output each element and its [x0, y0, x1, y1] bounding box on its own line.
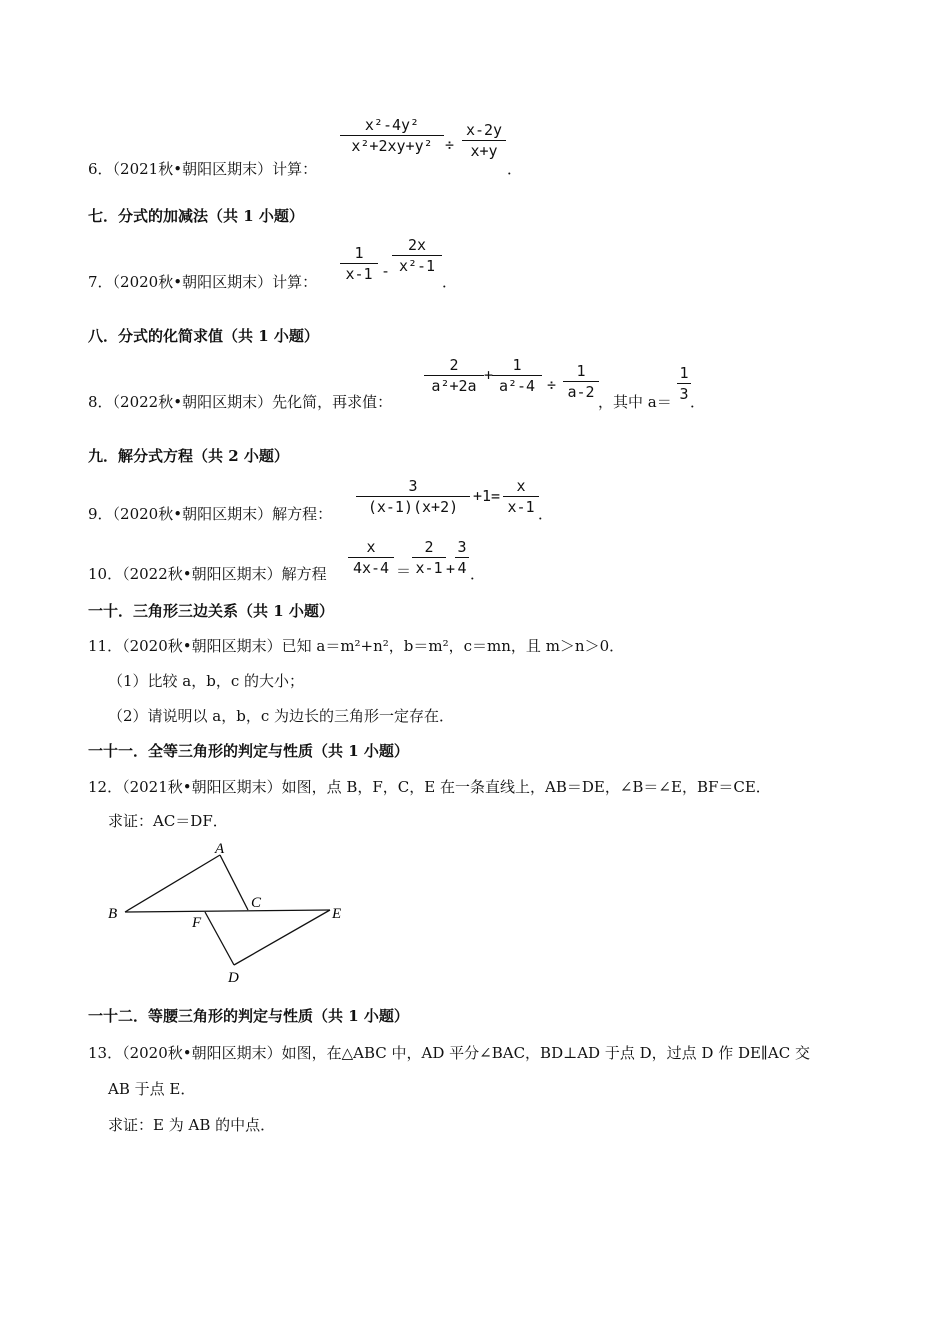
problem-6-prefix: 6．（2021秋•朝阳区期末）计算： — [88, 160, 318, 178]
fraction-numerator: 1 — [512, 356, 522, 374]
problem-11-statement: 11．（2020秋•朝阳区期末）已知 a＝m²+n²，b＝m²，c＝mn，且 m＞n＞0． — [88, 637, 625, 655]
problem-12-prove: 求证：AC＝DF． — [108, 812, 228, 830]
problem-10-prefix: 10．（2022秋•朝阳区期末）解方程 — [88, 565, 327, 583]
label-B: B — [108, 906, 118, 922]
segment-BE — [125, 910, 330, 912]
fraction-denominator: x+y — [470, 142, 498, 160]
fraction-numerator: 2 — [449, 356, 459, 374]
fraction-denominator: x-1 — [507, 498, 535, 516]
label-E: E — [332, 906, 342, 922]
fraction-denominator: x-1 — [345, 265, 373, 283]
problem-8-fraction-2 — [492, 356, 542, 395]
triangle-figure — [100, 835, 360, 990]
problem-6-fraction-1 — [340, 116, 444, 155]
problem-11-part-1: （1）比较 a，b，c 的大小； — [108, 672, 305, 690]
fraction-denominator: x²+2xy+y² — [351, 137, 433, 155]
segment-AB — [125, 855, 220, 912]
problem-9-fraction-2 — [503, 477, 539, 516]
fraction-denominator: (x-1)(x+2) — [367, 498, 459, 516]
section-12-heading: 一十二．等腰三角形的判定与性质（共 1 小题） — [88, 1007, 409, 1025]
problem-8-prefix: 8．（2022秋•朝阳区期末）先化简，再求值： — [88, 393, 393, 411]
problem-13-prove: 求证：E 为 AB 的中点． — [108, 1116, 276, 1134]
fraction-numerator: x — [516, 477, 526, 495]
fraction-numerator: 2 — [424, 538, 434, 556]
fraction-denominator: 4x-4 — [352, 559, 390, 577]
problem-8-operator-plus: + — [484, 366, 494, 384]
problem-10-fraction-3 — [455, 538, 469, 577]
problem-10-fraction-2 — [412, 538, 446, 577]
fraction-denominator: a²-4 — [498, 377, 536, 395]
fraction-numerator: 1 — [576, 362, 586, 380]
problem-7-fraction-2 — [392, 236, 442, 275]
problem-13-statement-cont: AB 于点 E． — [108, 1080, 196, 1098]
problem-7-prefix: 7．（2020秋•朝阳区期末）计算： — [88, 273, 318, 291]
problem-10-operator-equals: ＝ — [396, 562, 412, 580]
fraction-denominator: x-1 — [415, 559, 443, 577]
fraction-denominator: 3 — [679, 385, 689, 403]
label-A: A — [215, 841, 225, 857]
section-8-heading: 八．分式的化简求值（共 1 小题） — [88, 327, 319, 345]
problem-10-fraction-1 — [348, 538, 394, 577]
problem-8-fraction-1 — [424, 356, 484, 395]
section-11-heading: 一十一．全等三角形的判定与性质（共 1 小题） — [88, 742, 409, 760]
problem-7-fraction-1 — [340, 244, 378, 283]
problem-8-fraction-4 — [677, 364, 691, 403]
problem-9-operator: +1= — [473, 487, 501, 505]
fraction-denominator: a-2 — [567, 383, 595, 401]
problem-7-end: ． — [442, 273, 458, 291]
problem-9-prefix: 9．（2020秋•朝阳区期末）解方程： — [88, 505, 333, 523]
segment-AC — [220, 855, 248, 910]
fraction-numerator: 1 — [354, 244, 364, 262]
problem-12-statement: 12．（2021秋•朝阳区期末）如图，点 B，F，C，E 在一条直线上，AB＝DE，∠B＝∠E，BF＝CE． — [88, 778, 771, 796]
problem-7-operator: - — [381, 262, 391, 280]
label-C: C — [251, 895, 262, 911]
label-D: D — [228, 970, 239, 986]
problem-8-fraction-3 — [563, 362, 599, 401]
problem-8-operator-divide: ÷ — [547, 376, 557, 394]
problem-6-end: ． — [507, 160, 523, 178]
section-9-heading: 九．解分式方程（共 2 小题） — [88, 447, 289, 465]
problem-11-part-2: （2）请说明以 a，b，c 为边长的三角形一定存在． — [108, 707, 455, 725]
problem-8-mid: ，其中 a＝ — [598, 393, 672, 411]
problem-6-operator: ÷ — [445, 136, 455, 154]
fraction-numerator: 2x — [407, 236, 427, 254]
fraction-numerator: 3 — [457, 538, 467, 556]
fraction-denominator: a²+2a — [431, 377, 477, 395]
problem-6-fraction-2 — [462, 121, 506, 160]
fraction-numerator: x-2y — [465, 121, 503, 139]
section-10-heading: 一十．三角形三边关系（共 1 小题） — [88, 602, 334, 620]
problem-9-end: ． — [538, 505, 554, 523]
fraction-numerator: x²-4y² — [364, 116, 420, 134]
fraction-numerator: 1 — [679, 364, 689, 382]
section-7-heading: 七．分式的加减法（共 1 小题） — [88, 207, 304, 225]
fraction-denominator: x²-1 — [398, 257, 436, 275]
fraction-numerator: 3 — [408, 477, 418, 495]
problem-9-fraction-1 — [356, 477, 470, 516]
segment-DF — [205, 912, 234, 965]
problem-10-operator-plus: + — [446, 560, 456, 578]
fraction-numerator: x — [366, 538, 376, 556]
problem-10-end: ． — [470, 565, 486, 583]
segment-DE — [234, 910, 330, 965]
problem-13-statement: 13．（2020秋•朝阳区期末）如图，在△ABC 中，AD 平分∠BAC，BD⊥AD 于点 D，过点 D 作 DE∥AC 交 — [88, 1044, 810, 1062]
problem-8-end: ． — [690, 393, 706, 411]
fraction-denominator: 4 — [457, 559, 467, 577]
label-F: F — [192, 915, 202, 931]
